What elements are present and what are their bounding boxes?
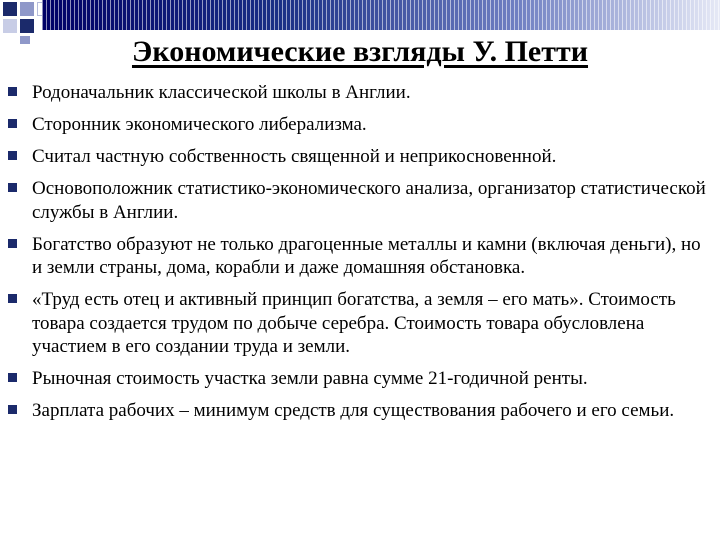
bullet-item [0,367,720,391]
bullet-text: Рыночная стоимость участка земли равна сумме 21-годичной ренты. [32,368,588,389]
bullet-text: Основоположник статистико-экономического анализа, организатор статистической службы в Англии. [32,178,706,223]
deco-square [20,19,34,33]
bullet-text: «Труд есть отец и активный принцип богатства, а земля – его мать». Стоимость товара создается трудом по добыче серебра. Стоимость товара обусловлена участием в его создании труда и земли. [32,289,676,357]
bullet-item [0,145,720,169]
bullet-item [0,177,720,224]
square-bullet-icon [8,294,17,303]
bullet-item [0,288,720,359]
bullet-item [0,399,720,423]
bullet-text: Богатство образуют не только драгоценные металлы и камни (включая деньги), но и земли страны, дома, корабли и даже домашняя обстановка. [32,233,701,278]
bullet-item [0,233,720,280]
bullet-text: Сторонник экономического либерализма. [32,114,367,135]
header-gradient-bar [42,0,720,30]
bullet-list [0,81,720,431]
square-bullet-icon [8,183,17,192]
square-bullet-icon [8,373,17,382]
bullet-item [0,113,720,137]
square-bullet-icon [8,119,17,128]
square-bullet-icon [8,151,17,160]
bullet-text: Считал частную собственность священной и неприкосновенной. [32,146,557,167]
bullet-text: Родоначальник классической школы в Англии. [32,82,411,103]
square-bullet-icon [8,405,17,414]
square-bullet-icon [8,87,17,96]
square-bullet-icon [8,239,17,248]
slide-title: Экономические взгляды У. Петти [131,35,589,68]
deco-square [20,2,34,16]
bullet-item [0,81,720,105]
deco-square [3,19,17,33]
deco-square [3,2,17,16]
bullet-text: Зарплата рабочих – минимум средств для существования рабочего и его семьи. [32,400,675,421]
